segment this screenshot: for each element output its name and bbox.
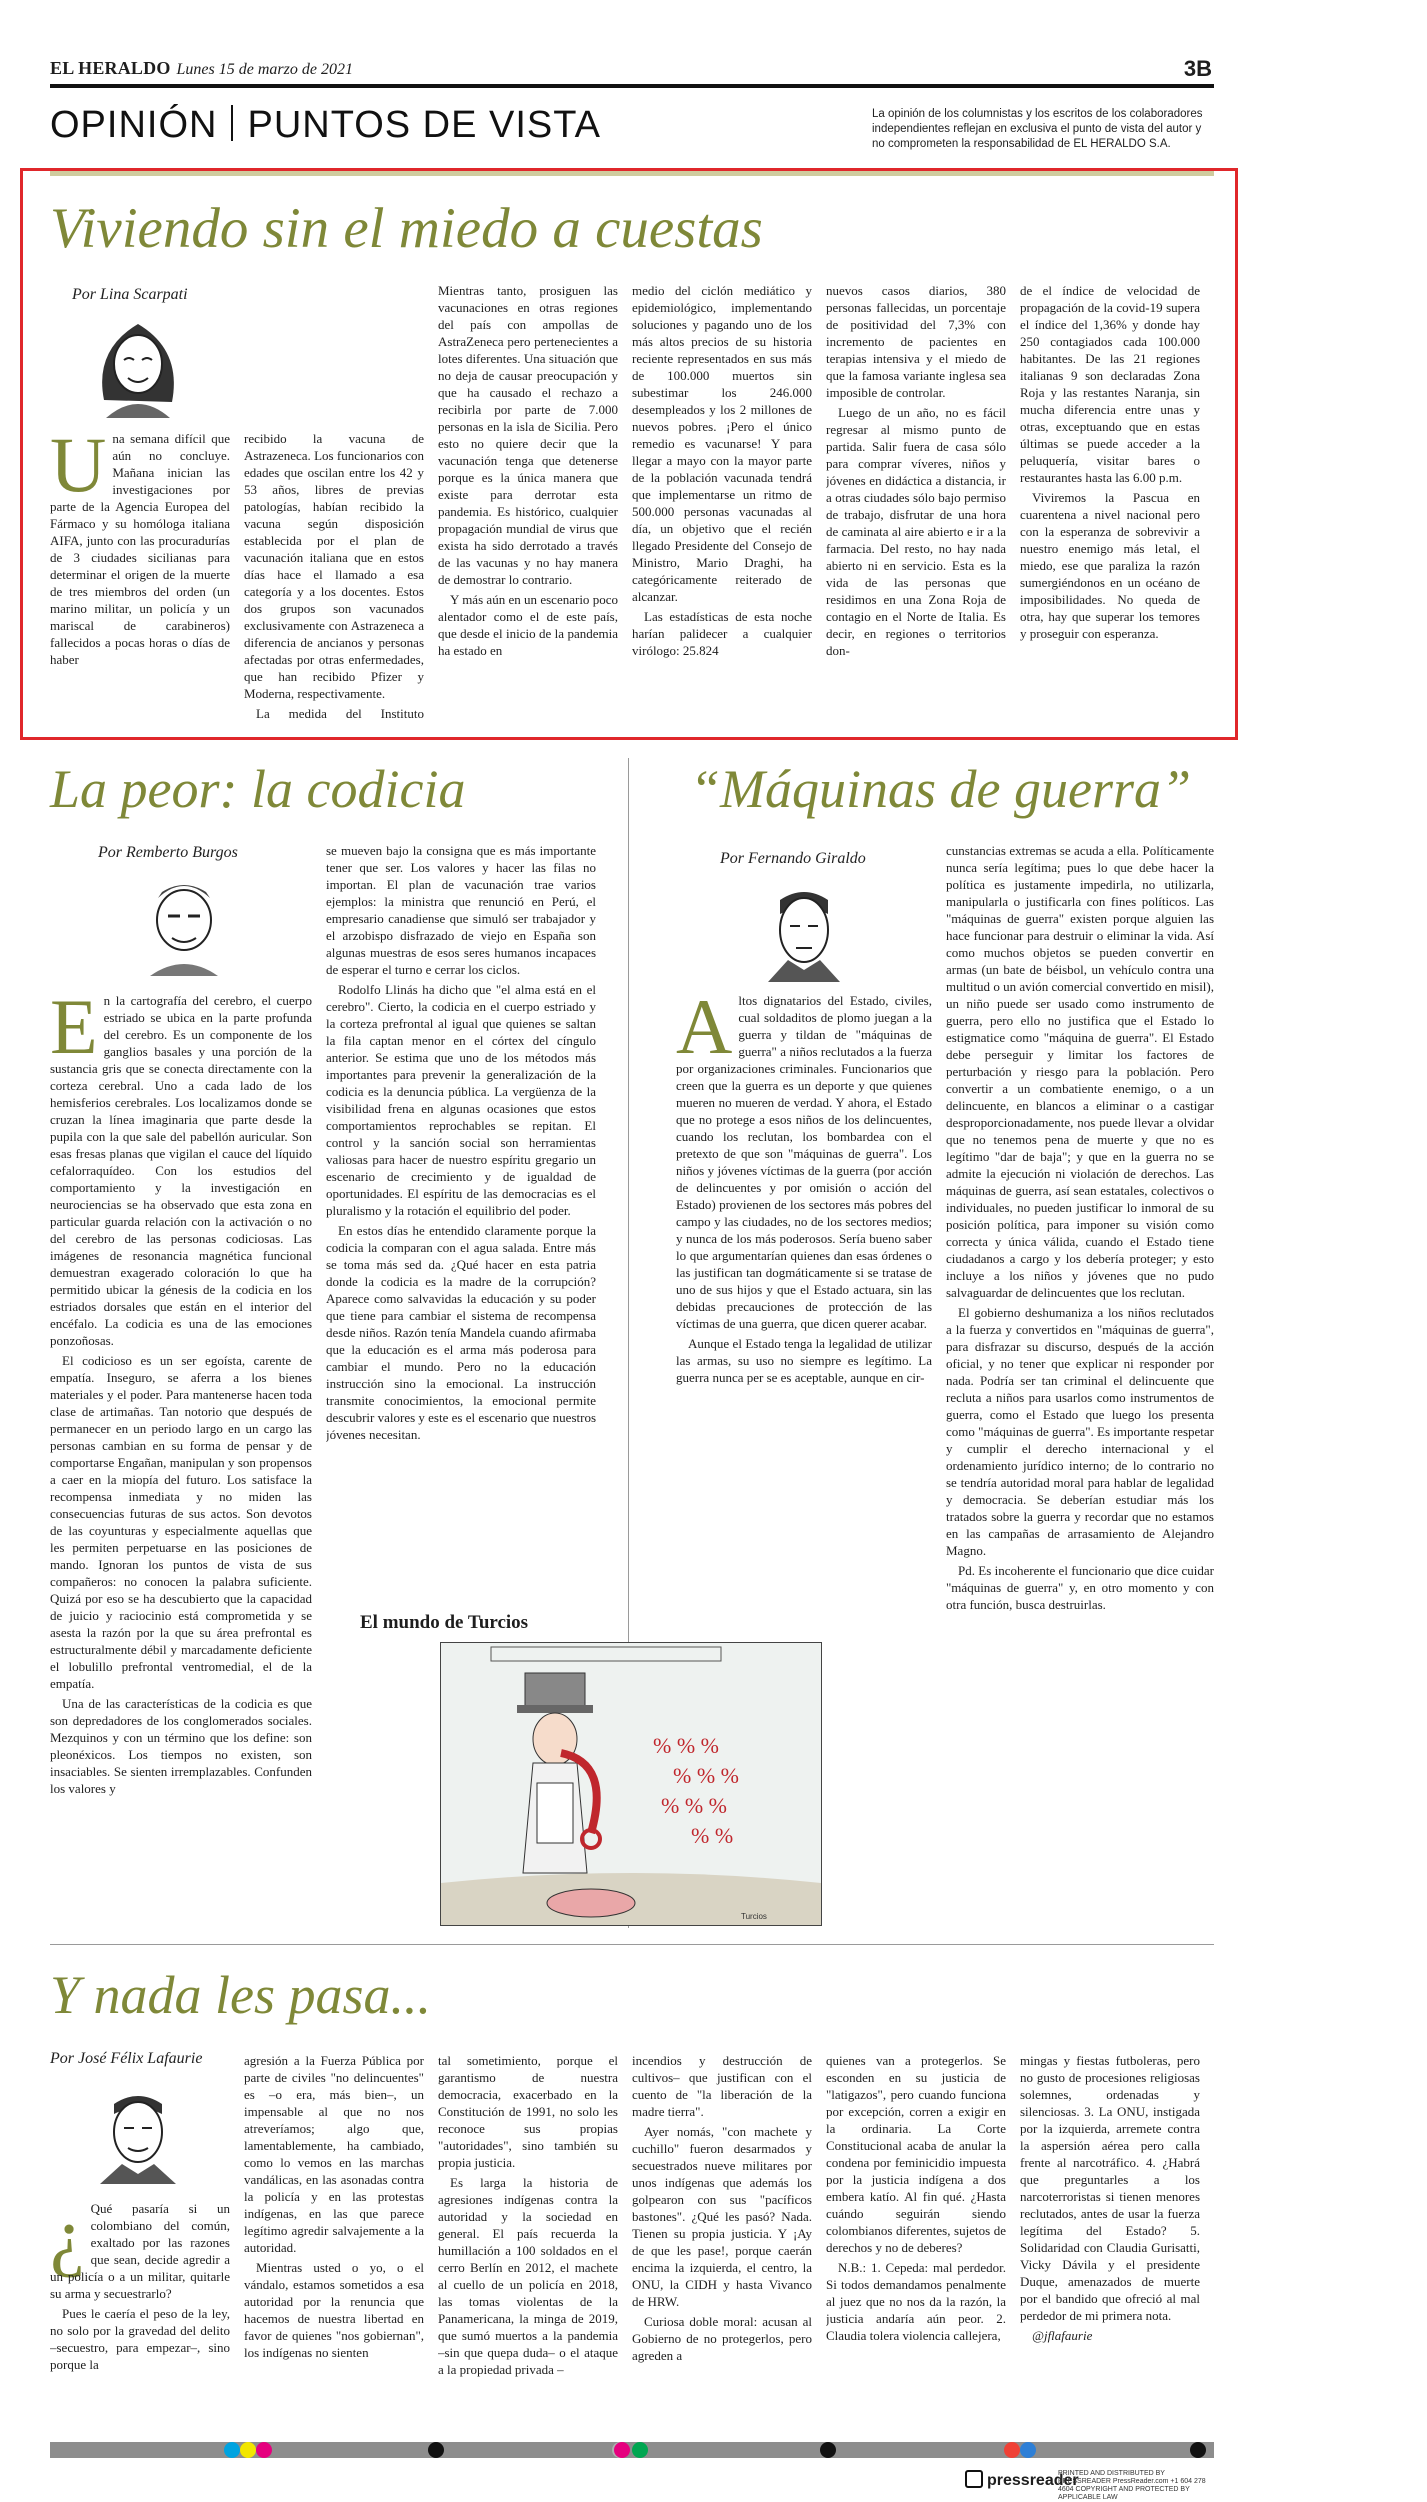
paragraph: se mueven bajo la consigna que es más importante tener que ser. Los valores y hacer las filas no importan. El plan de vacunación trae varios ejemplos: la ministra que renunció en Perú, el empresario canadiense que simuló ser trabajador y el arzobispo disfrazado de viejo en España son algunas muestras de esos seres humanos incapaces de esperar el turno e cerrar los ciclos. xyxy=(326,843,596,977)
svg-text:% % %: % % % xyxy=(653,1733,719,1758)
paragraph: Mientras tanto, prosiguen las vacunaciones en otras regiones del país con ampollas de AstraZeneca pero pertenecientes a lotes diferentes. Una situación que no deja de causar preocupación y que ha causado el rechazo a recibirla por parte de 7.000 personas en la isla de Sicilia. Pero esto no quiere decir que la vacunación tenga que detenerse porque es la única manera que existe para derrotar esta pandemia. Es histórico, cualquier propagación mundial de virus que exista ha sido derrotado a través de las vacunas y no hay manera de demostrar lo contrario. xyxy=(438,283,618,587)
registration-dot xyxy=(1020,2442,1036,2458)
article2-dropcap: E xyxy=(50,992,98,1070)
section-opinion: OPINIÓN xyxy=(50,104,218,146)
paragraph: Luego de un año, no es fácil regresar al mismo punto de partida. Salir fuera de casa sólo para comprar víveres, niños y jóvenes en didáctica a distancia, ir a otras ciudades sólo bajo permiso de trabajo, disfrutar de una hora de caminata al aire abierto e ir a la farmacia. Del resto, no hay nada abierto ni en servicio. Esta es la vida de las personas que residimos en una Zona Roja de contagio en el Norte de Italia. Es decir, en regiones o territorios don- xyxy=(826,405,1006,658)
paragraph: na semana difícil que aún no concluye. Mañana inician las investigaciones por parte de la Agencia Europea del Fármaco y su homóloga italiana AIFA, junto con las procuradurías de 3 ciudades sicilianas para determinar el origen de la muerte de tres miembros del orden (un marino militar, un policía y un mariscal de carabineros) fallecidos a pocas horas o días de haber xyxy=(50,431,230,667)
author-handle[interactable]: @jflafaurie xyxy=(1032,2328,1093,2343)
article4-title[interactable]: Y nada les pasa... xyxy=(50,1965,432,2025)
cartoon-image[interactable] xyxy=(440,1642,822,1926)
disclaimer: La opinión de los columnistas y los escritos de los colaboradores independientes reflejan en exclusiva el punto de vista del autor y no comprometen la responsabilidad de EL HERALDO S.A. xyxy=(872,108,1203,150)
pressreader-icon xyxy=(965,2470,983,2488)
article3-dropcap: A xyxy=(676,992,733,1070)
article4-dropcap: ¿ xyxy=(50,2200,85,2278)
article1-col-1 xyxy=(50,430,230,722)
registration-dot xyxy=(1004,2442,1020,2458)
pressreader-brand: pressreader xyxy=(987,2472,1079,2489)
paragraph: N.B.: 1. Cepeda: mal perdedor. Si todos demandamos penalmente al juez que no nos da la razón, la justicia andaría aún peor. 2. Claudia tolera violencia callejera, xyxy=(826,2260,1006,2343)
cartoon-section-title: El mundo de Turcios xyxy=(360,1612,529,1633)
paragraph: El codicioso es un ser egoísta, carente de empatía. Inseguro, se aferra a los bienes materiales y el poder. Para mantenerse hacen toda clase de artimañas. Tan notorio que después de permanecer en un periodo largo en un cargo las personas cambian en su forma de pensar y de comportarse Engañan, manipulan y son propensos a caer en la miopía del futuro. Los satisface la recompensa inmediata y no miden las consecuencias futuras de sus actos. Son devotos de las coyunturas y especialmente aquellas que les permiten perpetuarse en las posiciones de mando. Ignoran los puntos de vista de sus compañeros: no conocen la palabra suficiente. Quizá por eso se ha descubierto que la capacidad de juicio y raciocinio está comprometida y se asesta la razón por la que su área prefrontal es estructuralmente débil y marcadamente deficiente el lobulillo prefrontal ventromedial, el de la empatía. xyxy=(50,1353,312,1691)
pressreader-copyright: PRINTED AND DISTRIBUTED BY PRESSREADER PressReader.com +1 604 278 4604 COPYRIGHT AND PROTECTED BY APPLICABLE LAW xyxy=(1058,2470,1206,2501)
paragraph: El gobierno deshumaniza a los niños reclutados a la fuerza y convertidos en "máquinas de guerra", para disfrazar su discurso, después de la acción oficial, y no tener que explicar ni responder por nada. Podría ser tan criminal el delincuente que recluta a niños para usarlos como instrumentos de guerra, como el Estado que luego los presenta como "máquinas de guerra". Es importante respetar y cumplir el derecho internacional y el ordenamiento jurídico interno; de lo contrario no se tendría autoridad moral para hablar de legalidad y democracia. Se deberían estudiar más los tratados sobre la guerra y recordar que no estamos en las campañas de arrasamiento de Alejandro Magno. xyxy=(946,1305,1214,1558)
author-portrait-scarpati xyxy=(84,310,192,418)
svg-text:% % %: % % % xyxy=(673,1763,739,1788)
section-divider xyxy=(50,1944,1214,1945)
article1-col-2 xyxy=(244,430,424,722)
paragraph: Y más aún en un escenario poco alentador como el de este país, que desde el inicio de la pandemia ha estado en xyxy=(438,592,618,658)
issue-date: Lunes 15 de marzo de 2021 xyxy=(176,61,353,78)
registration-dot xyxy=(240,2442,256,2458)
paragraph: Es larga la historia de agresiones indígenas contra la autoridad y la sociedad en general. El país recuerda la humillación a 100 soldados en el cerro Berlín en 2012, el machete al cuello de un policía en 2018, las tomas violentas de la Panamericana, la minga de 2019, que sumó muertos a la pandemia –sin que quepa duda– o el ataque a la propiedad privada – xyxy=(438,2175,618,2377)
paragraph: En estos días he entendido claramente porque la codicia la comparan con el agua salada. Entre más se toma más sed da. ¿Qué hacer en esta patria donde la codicia es la madre de la corrupción? Aparece como salvavidas la educación y su poder que tiene para cambiar el sistema de recompensa desde niños. Razón tenía Mandela cuando afirmaba que la educación es el arma más poderosa para cambiar el mundo. Pero no la educación instrucción sino la emocional. La instrucción transmite conocimientos, la emocional permite descubrir valores y este es el escenario que nuestros jóvenes necesitan. xyxy=(326,1223,596,1442)
registration-dot xyxy=(632,2442,648,2458)
article1-col-5 xyxy=(826,282,1006,722)
masthead xyxy=(50,58,353,79)
paragraph: ltos dignatarios del Estado, civiles, cual soldaditos de plomo juegan a la guerra y tildan de "máquinas de guerra" a niños reclutados a la fuerza por organizaciones criminales. Funcionarios que creen que la guerra es un deporte y que quienes mueren no mueren de verdad. Y ahora, el Estado que no protege a esos niños de los delincuentes, cuando los reclutan, los bombardea con el pretexto de que son "máquinas de guerra". Los niños y jóvenes víctimas de la guerra (por acción de delincuentes y por omisión o acción del Estado) provienen de los sectores más pobres del campo y las ciudades, no de los sectores medios; y nunca de los más poderosos. Sería bueno saber lo que argumentarían quienes dan esas órdenes o las justifican tan dogmáticamente si se tratase de uno de sus hijos y que el Estado actuara, sin las debidas precauciones de protección de las víctimas de una guerra, que dicen querer acabar. xyxy=(676,993,932,1331)
paragraph: medio del ciclón mediático y epidemiológico, implementando soluciones y pagando uno de los más altos precios de su historia reciente representados en sus más de 100.000 muertos sin subestimar los 246.000 desempleados y los 2 millones de nuevos pobres. ¡Pero el único remedio es vacunarse! Y para llegar a mayo con la mayor parte de la población vacunada tendrá que implementarse un ritmo de 500.000 personas vacunadas al día, un objetivo que el recién llegado Presidente del Consejo de Ministro, Mario Draghi, ha categóricamente reiterado de alcanzar. xyxy=(632,283,812,604)
article2-byline: Por Remberto Burgos xyxy=(98,844,238,861)
article4-byline: Por José Félix Lafaurie xyxy=(50,2050,203,2067)
article4-col-1 xyxy=(50,2200,230,2432)
article1-col-3 xyxy=(438,282,618,722)
cartoon-signature: Turcios xyxy=(741,1912,767,1921)
article1-dropcap: U xyxy=(50,430,107,508)
registration-dot xyxy=(428,2442,444,2458)
article1-col-6 xyxy=(1020,282,1200,722)
registration-dot xyxy=(256,2442,272,2458)
paragraph: quienes van a protegerlos. Se esconden en su justicia de "latigazos", pero cuando funciona por excepción, corren a exigir en la ordinaria. La Corte Constitucional acaba de anular la condena por feminicidio impuesta por la justicia indígena a dos embera katío. Al fin qué. ¿Hasta cuándo seguirán siendo colombianos diferentes, sujetos de derechos y no de deberes? xyxy=(826,2053,1006,2255)
article4-col-5 xyxy=(826,2052,1006,2432)
paragraph: Curiosa doble moral: acusan al Gobierno de no protegerlos, pero agreden a xyxy=(632,2314,812,2363)
paragraph: Pd. Es incoherente el funcionario que dice cuidar "máquinas de guerra" y, en otro momento y con otra función, busca destruirlas. xyxy=(946,1563,1214,1612)
paragraph: nuevos casos diarios, 380 personas fallecidas, un porcentaje de positividad del 7,3% con incremento de pacientes en terapias intensiva y el miedo de que la famosa variante inglesa sea imposible de controlar. xyxy=(826,283,1006,400)
paragraph: mingas y fiestas futboleras, pero no gusto de procesiones religiosas solemnes, ordenadas y silenciosas. 3. La ONU, instigada por la izquierda, arremete contra la aspersión aérea pero calla frente al narcotráfico. 4. ¿Habrá que preguntarles a los narcoterroristas si tienen menores reclutados, antes de usar la fuerza legítima del Estado? 5. Solidaridad con Claudia Gurisatti, Vicky Dávila y el presidente Duque, amenazados de muerte por el bandido que ofreció al mal perdedor de mi primera nota. xyxy=(1020,2053,1200,2323)
article4-col-4 xyxy=(632,2052,812,2432)
paragraph: Aunque el Estado tenga la legalidad de utilizar las armas, su uso no siempre es legítimo. La guerra nunca per se es aceptable, aunque en cir- xyxy=(676,1336,932,1385)
cartoon-drawing xyxy=(441,1643,821,1925)
registration-dot xyxy=(614,2442,630,2458)
article4-body xyxy=(50,2052,1214,2432)
article4-col-2 xyxy=(244,2052,424,2432)
paragraph: n la cartografía del cerebro, el cuerpo estriado se ubica en la parte profunda del cerebro. Es un componente de los ganglios basales y una porción de la sustancia gris que se conecta directamente con la corteza cerebral. Uno a cada lado de los hemisferios cerebrales. Los localizamos donde se cruzan la línea imaginaria que parte desde la pupila con la que sale del pabellón auricular. Son esas fresas planas que vigilan el cauce del líquido cefalorraquídeo. Con los estudios del comportamiento y la investigación en neurociencias se ha observado que esta zona en particular guarda relación con la activación o no del cerebro de las personas codiciosas. Las imágenes de resonancia magnética funcional demuestran exagerado coloración lo que ha permitido ubicar la génesis de la codicia en los estriados dorsales que están en el interior del encéfalo. La codicia es una de las emociones ponzoñosas. xyxy=(50,993,312,1348)
paper-name: EL HERALDO xyxy=(50,58,171,78)
registration-dot xyxy=(224,2442,240,2458)
article2-title[interactable]: La peor: la codicia xyxy=(50,759,466,819)
paragraph: de el índice de velocidad de propagación de la covid-19 supera el índice del 1,36% y donde hay 250 contagiados cada 100.000 habitantes. De las 21 regiones italianas 9 son declaradas Zona Roja y las restantes Naranja, sin mucha diferencia entre unas y otras, exceptuando que en estas últimas se puede acceder a la peluquería, visitar bares o restaurantes hasta las 6.00 p.m. xyxy=(1020,283,1200,485)
article1-col-4 xyxy=(632,282,812,722)
article4-col-3 xyxy=(438,2052,618,2432)
masthead-rule xyxy=(50,84,1214,88)
paragraph: Las estadísticas de esta noche harían palidecer a cualquier virólogo: 25.824 xyxy=(632,609,812,658)
paragraph: Mientras usted o yo, o el vándalo, estamos sometidos a esa autoridad por la renuncia que hacemos de nuestra libertad en favor de quienes "nos gobiernan", los indígenas no sienten xyxy=(244,2260,424,2360)
article3-byline: Por Fernando Giraldo xyxy=(720,850,866,867)
section-heading xyxy=(50,104,601,147)
paragraph: incendios y destrucción de cultivos– que justifican con el cuento de "la liberación de la madre tierra". xyxy=(632,2053,812,2119)
page-number: 3B xyxy=(1183,56,1212,81)
article1-title[interactable]: Viviendo sin el miedo a cuestas xyxy=(50,197,763,260)
article1-byline: Por Lina Scarpati xyxy=(72,286,188,303)
paragraph: La medida del Instituto xyxy=(256,706,424,721)
article4-col-6 xyxy=(1020,2052,1200,2432)
registration-dot xyxy=(820,2442,836,2458)
paragraph: cunstancias extremas se acuda a ella. Políticamente nunca sería legítima; pues lo que debe hacer la política es justamente impedirla, no utilizarla, manipularla o justificarla con fines políticos. Las "máquinas de guerra" existen porque alguien las hace funcionar para destruir o eliminar la vida. Así como muchos objetos se pueden convertir en armas (un bate de béisbol, un vehículo contra una multitud o un avión comercial convertido en misil), un niño puede ser usado como instrumento de guerra, pero ello no justifica que el Estado lo estigmatice como "máquina de guerra". El Estado debe perseguir y limitar los factores de perturbación y riesgo para la población. Pero convertir a un combatiente enemigo, o a un delincuente, en blancos a eliminar o a castigar desproporcionadamente, nos puede llevar a olvidar que no tenemos pena de muerte y que no es legítimo "dar de baja"; y que en la guerra no se admite la ejecución ni violación de derechos. Las máquinas de guerra, así sean estatales, colectivos o individuales, no pueden justificar lo inmoral de su posición política, para imponer su visión como correcta y única válida, cuando el Estado tiene ciudadanos a cargo y los debería proteger; y esto incluye a los niños y jóvenes que no pudo salvaguardar de delincuentes que los reclutan. xyxy=(946,843,1214,1300)
paragraph: Viviremos la Pascua en cuarentena a nivel nacional pero con la esperanza de sobrevivir a nuestro enemigo más letal, el miedo, ese que paraliza la razón sumergiéndonos en un océano de imposibilidades. No queda de otra, hay que superar los temores y proseguir con esperanza. xyxy=(1020,490,1200,641)
article2-col-1 xyxy=(50,992,312,1912)
article3-title[interactable]: “Máquinas de guerra” xyxy=(690,759,1192,819)
section-puntos: PUNTOS DE VISTA xyxy=(247,104,602,146)
article3-col-2 xyxy=(946,842,1214,1922)
paragraph: Ayer nomás, "con machete y cuchillo" fueron desarmados y secuestrados nueve militares por unos indígenas que además los golpearon con sus "pacíficos bastones". ¿Qué les pasó? Nada. Tienen su propia justicia. Y ¡Ay de que les pase!, porque caerán encima la izquierda, el centro, la ONU, la CIDH y hasta Vivanco de HRW. xyxy=(632,2124,812,2309)
paragraph: tal sometimiento, porque el garantismo de nuestra democracia, exacerbado en la Constitución de 1991, no solo les reconoce sus propias "autoridades", sino también su propia justicia. xyxy=(438,2053,618,2170)
svg-text:% %: % % xyxy=(691,1823,734,1848)
paragraph: Una de las características de la codicia es que son depredadores de los conglomerados sociales. Mezquinos y con un término que los define: son pleonéxicos. Los tiempos no existen, son insaciables. Se sienten irremplazables. Confunden los valores y xyxy=(50,1696,312,1796)
paragraph: Qué pasaría si un colombiano del común, exaltado por las razones que sean, decide agredir a un policía o a un militar, quitarle su arma y secuestrarlo? xyxy=(50,2201,230,2301)
paragraph: recibido la vacuna de Astrazeneca. Los funcionarios con edades que oscilan entre los 42 y 53 años, libres de previas patologías, habían recibido la vacuna según disposición establecida por el plan de vacunación italiana que en estos días hace el llamado a esa categoría y a los docentes. Estos dos grupos son vacunados exclusivamente con Astrazeneca a diferencia de ancianos y personas afectadas por otras enfermedades, que han recibido Pfizer y Moderna, respectivamente. xyxy=(244,431,424,701)
registration-dot xyxy=(1190,2442,1206,2458)
paragraph: Pues le caería el peso de la ley, no solo por la gravedad del delito –secuestro, para empezar–, sino porque la xyxy=(50,2306,230,2372)
section-separator xyxy=(231,105,233,141)
paragraph: agresión a la Fuerza Pública por parte de civiles "no delincuentes" es –o era, más bien–, un impensable al que no nos atreveríamos; algo que, lamentablemente, ha cambiado, como lo vemos en las marchas vandálicas, en las asonadas contra la policía y en las protestas indígenas, en las que parece legítimo agredir salvajemente a la autoridad. xyxy=(244,2053,424,2255)
svg-text:% % %: % % % xyxy=(661,1793,727,1818)
paragraph: Rodolfo Llinás ha dicho que "el alma está en el cerebro". Cierto, la codicia en el cuerpo estriado y la corteza prefrontal al igual que quienes se saltan la fila captan menor en el córtex del cíngulo anterior. Se estima que uno de los métodos más importantes para prevenir la generalización de la codicia es la denuncia pública. La vergüenza de la visibilidad frena en algunas ocasiones que estos comportamientos reprochables se repitan. El control y la sanción social son herramientas valiosas para hacer de nuestro espíritu gregario un escenario de crecimiento y de igualdad de oportunidades. El espíritu de las democracias es el pluralismo y la rotación el equilibrio del poder. xyxy=(326,982,596,1218)
